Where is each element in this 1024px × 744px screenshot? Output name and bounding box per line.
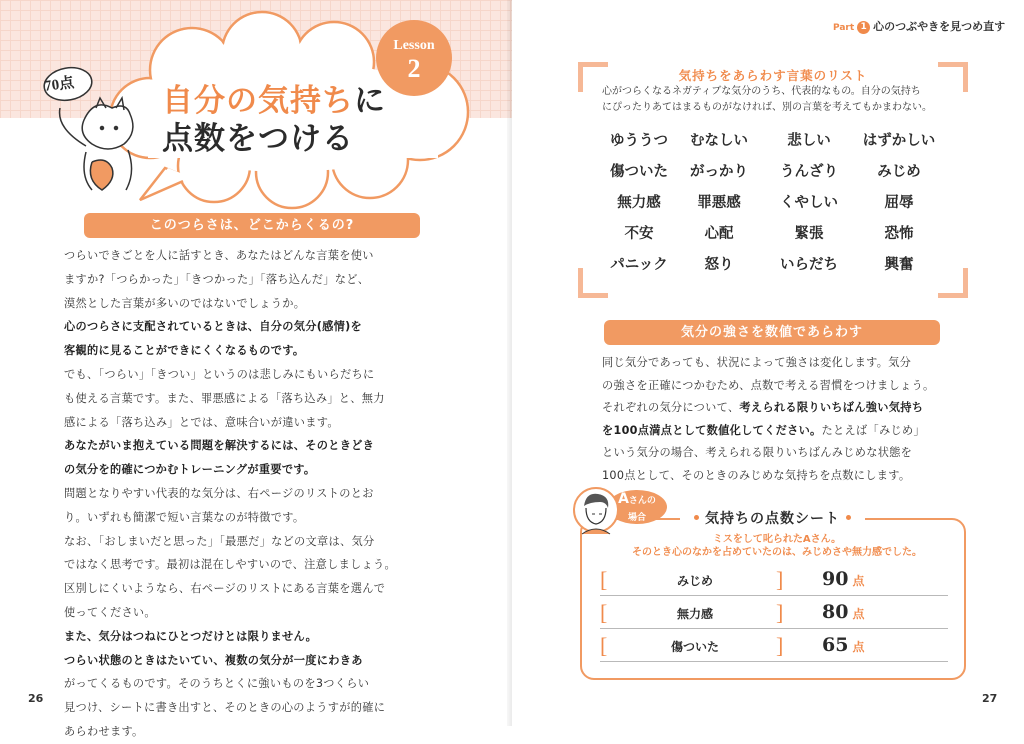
feeling-word: がっかり [690, 164, 748, 180]
feeling-word: 傷ついた [610, 164, 668, 180]
subtitle-line: そのとき心のなかを占めていたのは、みじめさや無力感でした。 [632, 547, 922, 558]
body-line: 客観的に見ることができにくくなるものです。 [64, 344, 305, 358]
bracket-right: ] [776, 633, 784, 658]
feeling-word: はずかしい [862, 133, 936, 149]
word-list-intro [602, 84, 962, 116]
score-unit: 点 [852, 640, 865, 654]
body-line: 使ってください。 [64, 605, 156, 619]
part-label: Part [833, 23, 855, 33]
lesson-number: 2 [407, 54, 421, 83]
body-line: 漠然とした言葉が多いのではないでしょうか。 [64, 296, 306, 310]
word-list-title: 気持ちをあらわす言葉のリスト [678, 68, 868, 83]
running-head-title: 心のつぶやきを見つめ直す [873, 20, 1006, 33]
row-feeling: みじめ [676, 574, 713, 588]
body-line: つらい状態のときはたいてい、複数の気分が一度にわきあ [64, 653, 363, 667]
bracket-left: [ [600, 600, 608, 625]
body-segment: という気分の場合、考えられる限りいちばんみじめな状態を [602, 446, 913, 459]
body-line: ますか?「つらかった」「きつかった」「落ち込んだ」など、 [64, 272, 370, 286]
body-line: 心のつらさに支配されているときは、自分の気分(感情)を [64, 320, 363, 334]
bracket-right: ] [776, 567, 784, 592]
word-row [604, 155, 944, 186]
feeling-word: 緊張 [794, 226, 824, 242]
row-score [822, 634, 864, 656]
left-page [0, 0, 512, 738]
badge-name: A [618, 491, 629, 507]
right-page [512, 0, 1024, 726]
body-line: がってくるものです。そのうちとくに強いものを3つくらい [64, 677, 370, 691]
score-unit: 点 [852, 607, 865, 621]
body-line: り。いずれも簡潔で短い言葉なのが特徴です。 [64, 510, 305, 524]
feeling-word: 心配 [704, 226, 734, 242]
feeling-word: 屈辱 [884, 195, 914, 211]
part-number: 1 [857, 21, 870, 34]
row-feeling: 傷ついた [670, 640, 719, 654]
score-badge: 70点 [43, 74, 76, 95]
word-row [604, 248, 944, 279]
score-row [600, 566, 948, 596]
score-value: 65 [822, 634, 849, 656]
feeling-word: 興奮 [884, 257, 914, 273]
word-grid [604, 124, 944, 279]
title-particle: に [354, 83, 386, 119]
body-segment: 考えられる限りいちばん強い気持ち [739, 401, 924, 414]
score-value: 80 [822, 601, 849, 623]
body-line: も使える言葉です。また、罪悪感による「落ち込み」と、無力 [64, 391, 385, 405]
bracket-left: [ [600, 633, 608, 658]
body-segment: 100点として、そのときのみじめな気持ちを点数にします。 [602, 468, 911, 482]
row-feeling: 無力感 [676, 607, 713, 621]
body-line: 区別しにくいようなら、右ページのリストにある言葉を選んで [64, 582, 386, 596]
feeling-word: 無力感 [617, 195, 661, 211]
score-sheet-subtitle [592, 533, 962, 559]
body-line: 感による「落ち込み」とでは、意味合いが違います。 [64, 415, 339, 429]
feeling-word: 悲しい [787, 133, 831, 149]
body-segment: 同じ気分であっても、状況によって強さは変化します。気分 [602, 356, 912, 369]
body-line: ではなく思考です。最初は混在しやすいので、注意しましょう。 [64, 558, 397, 572]
body-segment: を100点満点として数値化してください。 [602, 423, 822, 437]
feeling-word: パニック [610, 257, 668, 273]
running-head [833, 18, 1005, 34]
feeling-word: いらだち [780, 257, 838, 273]
bracket-left: [ [600, 567, 608, 592]
intro-line: にぴったりあてはまるものがなければ、別の言葉を考えてもかまわない。 [602, 102, 932, 113]
subtitle-line: ミスをして叱られたAさん。 [712, 534, 842, 545]
page-title [162, 82, 386, 158]
feeling-word: ゆううつ [610, 133, 668, 149]
feeling-word: みじめ [877, 164, 921, 180]
left-body-text [64, 244, 434, 744]
feeling-word: むなしい [690, 133, 748, 149]
body-segment: の強さを正確につかむため、点数で考える習慣をつけましょう。 [602, 378, 935, 392]
body-line: つらいできごとを人に話すとき、あなたはどんな言葉を使い [64, 249, 374, 262]
word-row [604, 217, 944, 248]
row-score [822, 568, 864, 590]
body-line [602, 352, 962, 375]
section-heading-right: 気分の強さを数値であらわす [604, 320, 940, 345]
body-line [602, 420, 962, 443]
body-line: 見つけ、シートに書き出すと、そのときの心のようすが的確に [64, 701, 386, 715]
score-unit: 点 [852, 574, 865, 588]
body-line: あなたがいま抱えている問題を解決するには、そのときどき [64, 439, 375, 453]
score-row [600, 599, 948, 629]
score-row [600, 632, 948, 662]
intro-line: 心がつらくなるネガティブな気分のうち、代表的なもの。自分の気持ち [602, 86, 921, 97]
word-row [604, 186, 944, 217]
body-segment: それぞれの気分について、 [602, 401, 740, 414]
body-line [602, 442, 962, 465]
score-sheet-title: 気持ちの点数シート [680, 508, 865, 528]
feeling-word: 恐怖 [884, 226, 914, 242]
body-line [602, 397, 962, 420]
badge-case: 場合 [627, 513, 646, 523]
word-row [604, 124, 944, 155]
body-line: また、気分はつねにひとつだけとは限りません。 [64, 629, 318, 643]
word-list-box [578, 62, 968, 298]
body-line: 問題となりやすい代表的な気分は、右ページのリストのとお [64, 486, 374, 500]
feeling-word: 罪悪感 [697, 195, 741, 211]
body-segment: たとえば「みじめ」 [821, 423, 925, 437]
feeling-word: 不安 [624, 226, 654, 242]
page-number-right: 27 [982, 692, 998, 705]
title-line-2: 点数をつける [162, 121, 354, 157]
body-line [602, 465, 962, 488]
feeling-word: うんざり [780, 164, 838, 180]
feeling-word: 怒り [704, 257, 734, 273]
body-line: なお、「おしまいだと思った」「最悪だ」などの文章は、気分 [64, 534, 375, 548]
title-highlight: 自分の気持ち [162, 83, 354, 119]
right-body-text [602, 352, 962, 487]
body-line: でも、「つらい」「きつい」というのは悲しみにもいらだちに [64, 367, 375, 381]
lesson-label: Lesson [393, 38, 435, 53]
feeling-word: くやしい [780, 195, 838, 211]
body-line [602, 375, 962, 398]
bracket-right: ] [776, 600, 784, 625]
badge-suffix: さんの [628, 496, 656, 506]
page-number-left: 26 [28, 692, 44, 705]
row-score [822, 601, 864, 623]
section-heading-left: このつらさは、どこからくるの? [84, 213, 420, 238]
body-line: の気分を的確につかむトレーニングが重要です。 [64, 463, 316, 477]
body-line: あらわせます。 [64, 724, 144, 738]
score-value: 90 [822, 568, 849, 590]
